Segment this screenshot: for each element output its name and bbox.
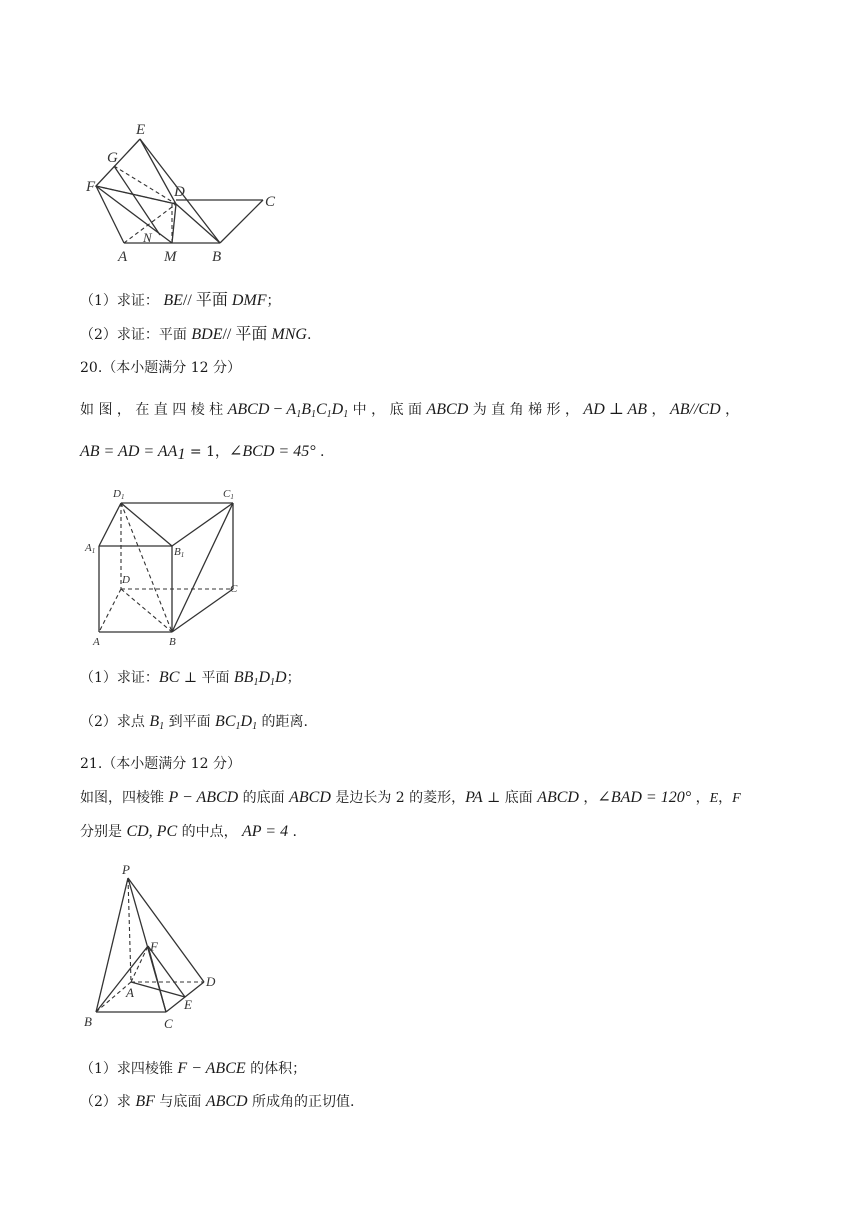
q20-intro-m4: AB//CD	[669, 401, 721, 418]
q19-part1-prefix: （1）求证：	[80, 293, 159, 309]
q20-part2-suffix: 的距离.	[257, 714, 308, 730]
q21-part2-t1: 与底面	[154, 1094, 206, 1110]
q20-cond-t2: .	[315, 444, 325, 460]
q20-intro-prism-top: $A_1B_1C_1D_1$	[286, 401, 349, 420]
figure-q20-lines	[99, 503, 233, 632]
fig1-label-g: G	[107, 150, 118, 166]
q21-intro-t6: ，	[691, 790, 710, 806]
q20-intro-t2: −	[269, 401, 287, 418]
q21-part1	[80, 1059, 306, 1079]
q21-intro-m6: E	[709, 791, 719, 806]
q20-intro-t3: 中 ， 底 面	[348, 402, 427, 418]
q20-intro-t1: 如 图 ， 在 直 四 棱 柱	[80, 402, 228, 418]
q21-part2-suffix: 所成角的正切值.	[247, 1094, 355, 1110]
q20-part1	[80, 668, 301, 688]
q21-intro-t5: ，	[578, 790, 598, 806]
fig3-label-p: P	[122, 862, 130, 877]
q21-header: 21.（本小题满分 12 分）	[80, 756, 241, 772]
q20-cond-sub: 1	[177, 446, 186, 463]
fig1-label-d: D	[174, 184, 185, 200]
fig3-label-a: A	[126, 985, 134, 1000]
fig3-label-e: E	[184, 997, 192, 1012]
fig2-label-a: A	[93, 636, 100, 648]
figure-q21	[80, 860, 240, 1040]
q19-part2-math-c: MNG	[271, 326, 307, 343]
q21-part2-m2: ABCD	[205, 1093, 248, 1110]
q21-intro2-m1: CD, PC	[126, 823, 178, 840]
q20-part2-prefix: （2）求点	[80, 714, 150, 730]
fig1-label-n: N	[143, 230, 152, 245]
q21-part1-suffix: 的体积；	[245, 1061, 307, 1077]
q20-cond-m2: ∠BCD = 45°	[228, 443, 316, 460]
q21-part2-prefix: （2）求	[80, 1094, 136, 1110]
q20-intro-m3: AD ⊥ AB	[583, 401, 648, 418]
q19-part1	[80, 291, 280, 311]
q21-intro2-m2: AP = 4	[242, 823, 289, 840]
q20-intro-m2: ABCD	[426, 401, 469, 418]
q20-part1-plane: $BB_1D_1D$	[233, 669, 287, 688]
q21-intro-t7: ，	[718, 790, 733, 806]
fig2-label-c: C	[230, 583, 238, 595]
q21-intro-m3: PA	[465, 789, 483, 806]
q19-part2-math-a: BDE	[191, 326, 223, 343]
q21-intro-t2: 的底面	[238, 790, 290, 806]
q21-intro-m1: P − ABCD	[168, 789, 239, 806]
fig2-label-c1: C1	[223, 488, 234, 501]
q19-part1-math-c: DMF	[231, 292, 267, 309]
q21-intro-t4: ⊥ 底面	[482, 790, 538, 806]
q20-part2-point: $B_1$	[149, 713, 165, 732]
q21-intro-t1: 如图，四棱锥	[80, 790, 169, 806]
q21-intro-m5: ∠BAD = 120°	[597, 789, 692, 806]
q20-header: 20.（本小题满分 12 分）	[80, 360, 241, 376]
q20-part1-suffix: ；	[286, 670, 301, 686]
q20-part1-t1: ⊥ 平面	[179, 670, 234, 686]
q19-part2	[80, 325, 311, 345]
q21-part1-prefix: （1）求四棱锥	[80, 1061, 178, 1077]
q20-intro-m1: ABCD	[227, 401, 270, 418]
fig2-label-b: B	[169, 636, 176, 648]
fig1-label-e: E	[136, 122, 146, 138]
q21-intro-m7: F	[732, 791, 741, 806]
fig1-label-f: F	[86, 179, 96, 195]
fig2-label-d: D	[122, 574, 130, 586]
fig3-label-c: C	[164, 1016, 173, 1031]
q19-part2-suffix: .	[306, 327, 312, 343]
figure-q19	[80, 118, 290, 268]
fig2-label-d1: D1	[113, 488, 125, 501]
q20-part2-t1: 到平面	[164, 714, 216, 730]
q21-intro-m4: ABCD	[537, 789, 579, 806]
q21-part1-m1: F − ABCE	[177, 1060, 246, 1077]
q19-part2-prefix: （2）求证：平面	[80, 327, 192, 343]
q21-part2-m1: BF	[135, 1093, 155, 1110]
q21-intro2-t3: .	[288, 824, 297, 840]
q21-intro2-t2: 的中点，	[177, 824, 243, 840]
q21-intro	[80, 788, 741, 809]
q20-cond-t1: = 1，	[185, 444, 229, 460]
fig1-label-m: M	[164, 249, 177, 265]
q20-intro	[80, 400, 739, 420]
q20-intro-t4: 为 直 角 梯 形 ，	[468, 402, 584, 418]
q19-part1-suffix: ；	[266, 293, 281, 309]
fig2-label-a1: A1	[85, 542, 96, 555]
q20-part1-prefix: （1）求证：	[80, 670, 159, 686]
q21-part2	[80, 1092, 355, 1112]
q20-part2	[80, 712, 308, 732]
q20-cond-m1: AB = AD = AA	[80, 443, 178, 460]
q19-part1-text-b: // 平面	[182, 292, 232, 309]
fig3-label-d: D	[206, 974, 216, 989]
fig3-label-b: B	[84, 1014, 92, 1029]
q21-intro2-t1: 分别是	[80, 824, 127, 840]
q19-part1-math-a: BE	[163, 292, 183, 309]
q19-part2-text-b: // 平面	[222, 326, 272, 343]
figure-q20	[85, 485, 255, 655]
q21-intro-t3: 是边长为 2 的菱形，	[330, 790, 466, 806]
q20-intro-t6: ，	[720, 402, 740, 418]
fig2-label-b1: B1	[174, 546, 185, 559]
q20-intro-t5: ，	[647, 402, 670, 418]
q21-intro-m2: ABCD	[289, 789, 331, 806]
q20-part2-plane: $BC_1D_1$	[215, 713, 258, 732]
fig3-label-f: F	[150, 939, 158, 954]
fig1-label-a: A	[118, 249, 128, 265]
q20-conditions	[80, 442, 325, 462]
fig1-label-c: C	[265, 194, 276, 210]
fig1-label-b: B	[212, 249, 222, 265]
q20-part1-m1: BC	[158, 669, 180, 686]
q21-intro2	[80, 822, 297, 842]
